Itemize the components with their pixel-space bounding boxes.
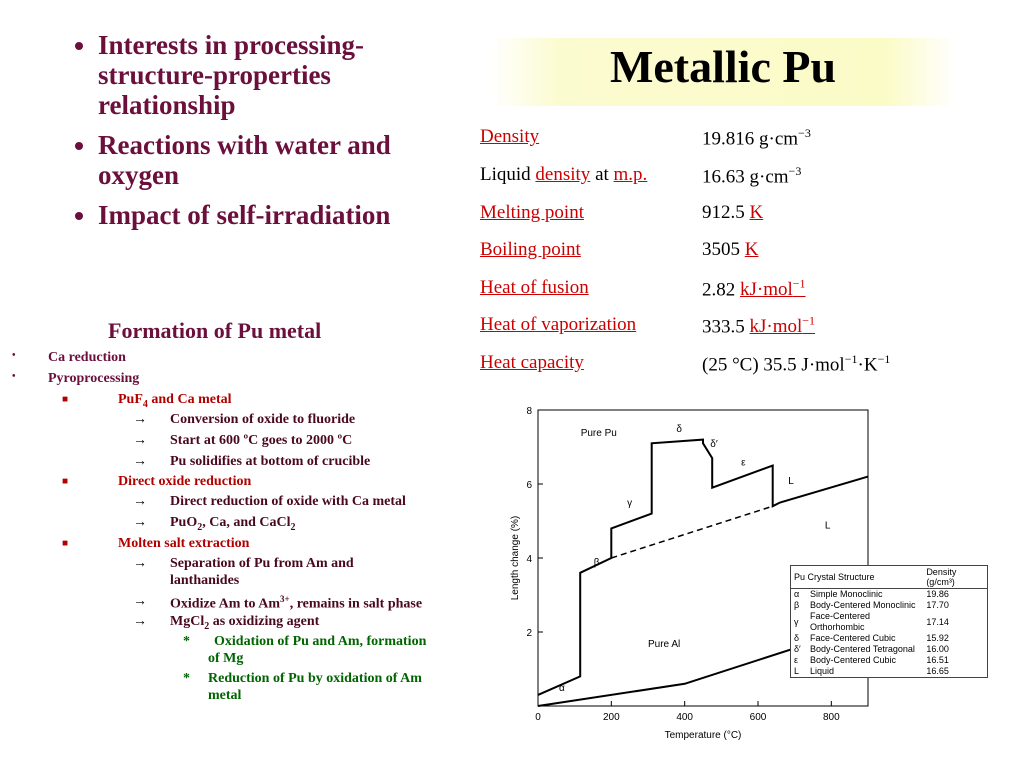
prop-label-melting	[480, 202, 584, 224]
table-cell: 16.51	[926, 655, 949, 665]
intro-bullets	[60, 30, 450, 240]
item-puo2: PuO$_2$, Ca, and CaCl$_2$	[170, 515, 296, 533]
x-axis-label: Temperature (°C)	[664, 730, 742, 741]
table-cell: 17.70	[926, 600, 949, 610]
series-label: Pure Pu	[580, 427, 617, 439]
prop-value-boiling: 3505 K	[702, 239, 759, 260]
prop-label-boiling	[480, 239, 581, 261]
table-cell: Body-Centered Tetragonal	[810, 644, 915, 654]
phase-label: β	[593, 557, 600, 569]
table-row	[791, 655, 987, 666]
bullet-interests: • Interests in processing-structure-properties relationship	[98, 30, 450, 120]
item-reduction-cont: metal	[208, 688, 242, 703]
heat-of-vaporization-link[interactable]: Heat of vaporization	[480, 314, 637, 335]
bullet-irradiation: • Impact of self-irradiation	[98, 200, 450, 230]
table-cell: 19.86	[926, 589, 949, 599]
x-tick-label: 200	[602, 712, 620, 723]
x-tick-label: 400	[676, 712, 694, 723]
item-start-temp: Start at 600 ºC goes to 2000 ºC	[170, 433, 353, 448]
arrow-icon: →	[133, 433, 147, 448]
table-header: Density (g/cm³)	[923, 566, 987, 589]
kelvin-link-2[interactable]: K	[744, 239, 759, 260]
prop-label-liquid-density: Liquid density at m.p.	[480, 164, 648, 185]
item-direct-oxide: Direct oxide reduction	[118, 474, 252, 489]
phase-label: ε	[741, 457, 746, 469]
kj-mol-link-2[interactable]: kJ·mol$^{-1}$	[749, 314, 816, 338]
table-cell: γ	[794, 616, 799, 627]
table-cell: Simple Monoclinic	[810, 589, 883, 599]
phase-label: α	[558, 683, 565, 695]
crystal-structure-table	[790, 565, 988, 678]
series-line-1	[611, 506, 772, 558]
table-header-row	[791, 566, 987, 589]
prop-value-capacity: (25 °C) 35.5 $J\cdot mol^{-1}\cdot K^{-1}$	[702, 352, 891, 376]
item-separation: Separation of Pu from Am and	[170, 556, 354, 571]
table-cell: L	[794, 666, 800, 676]
arrow-icon: →	[133, 515, 147, 530]
x-tick-label: 0	[535, 712, 541, 723]
star-bullet: *	[183, 634, 190, 649]
table-cell: Face-Centered Cubic	[810, 633, 896, 643]
table-cell: Face-Centered Orthorhombic	[810, 611, 871, 632]
slide-title: Metallic Pu	[609, 41, 837, 92]
series-label: Pure Al	[648, 638, 681, 650]
arrow-icon: →	[133, 454, 147, 469]
item-molten-salt: Molten salt extraction	[118, 536, 250, 551]
arrow-icon: →	[133, 412, 147, 427]
kj-mol-link[interactable]: kJ·mol$^{-1}$	[740, 277, 806, 301]
table-cell: 17.14	[926, 616, 949, 627]
bullet-dot: •	[12, 371, 16, 382]
item-solidifies: Pu solidifies at bottom of crucible	[170, 454, 371, 469]
y-tick-label: 4	[526, 554, 532, 565]
item-pyroprocessing: Pyroprocessing	[48, 371, 140, 386]
x-tick-label: 600	[749, 712, 767, 723]
table-cell: 16.00	[926, 644, 949, 654]
table-row	[791, 666, 987, 677]
prop-label-fusion	[480, 277, 589, 299]
phase-label: L	[824, 520, 831, 532]
table-row	[791, 644, 987, 655]
table-cell: β	[794, 600, 800, 610]
heat-of-fusion-link[interactable]: Heat of fusion	[480, 277, 589, 298]
item-oxidation-pu-am: Oxidation of Pu and Am, formation	[214, 634, 427, 649]
item-separation-cont: lanthanides	[170, 573, 240, 588]
length-change-chart	[500, 400, 990, 745]
arrow-icon: →	[133, 594, 147, 609]
prop-label-density	[480, 126, 539, 148]
y-axis-label: Length change (%)	[510, 515, 521, 601]
table-cell: Body-Centered Monoclinic	[810, 600, 916, 610]
table-cell: Body-Centered Cubic	[810, 655, 897, 665]
item-mgcl2: MgCl$_2$ as oxidizing agent	[170, 614, 320, 632]
prop-label-vaporization	[480, 314, 636, 336]
bullet-square: ■	[62, 476, 69, 487]
formation-heading: Formation of Pu metal	[108, 318, 322, 343]
item-ca-reduction: Ca reduction	[48, 350, 126, 365]
prop-label-capacity	[480, 352, 584, 374]
item-conversion: Conversion of oxide to fluoride	[170, 412, 356, 427]
phase-label: γ	[627, 498, 633, 510]
y-tick-label: 6	[526, 480, 532, 491]
phase-label: L	[788, 476, 794, 487]
table-row	[791, 611, 987, 633]
boiling-point-link[interactable]: Boiling point	[480, 239, 581, 260]
table-header: Pu Crystal Structure	[791, 566, 923, 589]
prop-value-fusion: 2.82 kJ·mol$^{-1}$	[702, 277, 806, 301]
table-cell: ε	[794, 655, 799, 665]
arrow-icon: →	[133, 556, 147, 571]
table-cell: 16.65	[926, 666, 949, 676]
melting-point-link[interactable]: Melting point	[480, 202, 584, 223]
item-oxidation-cont: of Mg	[208, 651, 244, 666]
table-row	[791, 600, 987, 611]
prop-value-melting: 912.5 K	[702, 202, 764, 223]
phase-label: δ′	[710, 439, 718, 450]
table-row	[791, 633, 987, 644]
heat-capacity-link[interactable]: Heat capacity	[480, 352, 584, 373]
x-tick-label: 800	[822, 712, 840, 723]
bullet-square: ■	[62, 394, 69, 405]
table-row	[791, 589, 987, 601]
bullet-square: ■	[62, 538, 69, 549]
phase-label: δ	[676, 424, 682, 436]
item-puf4: PuF$_4$ and Ca metal	[118, 392, 232, 410]
liquid-density-link[interactable]: density	[535, 164, 591, 185]
y-tick-label: 2	[526, 628, 532, 639]
item-direct-reduction: Direct reduction of oxide with Ca metal	[170, 494, 406, 509]
table-cell: δ	[794, 633, 800, 643]
item-reduction-pu: Reduction of Pu by oxidation of Am	[208, 671, 422, 686]
prop-value-vaporization: 333.5 kJ·mol$^{-1}$	[702, 314, 816, 338]
mp-link[interactable]: m.p.	[613, 164, 648, 185]
kelvin-link[interactable]: K	[749, 202, 764, 223]
item-oxidize-am: Oxidize Am to $Am^{3+}$, remains in salt phase	[170, 594, 423, 612]
star-bullet: *	[183, 671, 190, 686]
y-tick-label: 8	[526, 406, 532, 417]
bullet-reactions: • Reactions with water and oxygen	[98, 130, 450, 190]
table-cell: 15.92	[926, 633, 949, 643]
table-cell: Liquid	[810, 666, 835, 676]
arrow-icon: →	[133, 494, 147, 509]
bullet-dot: •	[12, 350, 16, 361]
prop-value-density: 19.816 $g\cdot cm^{-3}$	[702, 126, 811, 150]
density-link[interactable]: Density	[480, 126, 540, 147]
prop-value-liquid-density: 16.63 $g\cdot cm^{-3}$	[702, 164, 802, 188]
table-cell: α	[794, 589, 800, 599]
table-cell: δ′	[794, 644, 801, 654]
arrow-icon: →	[133, 614, 147, 629]
